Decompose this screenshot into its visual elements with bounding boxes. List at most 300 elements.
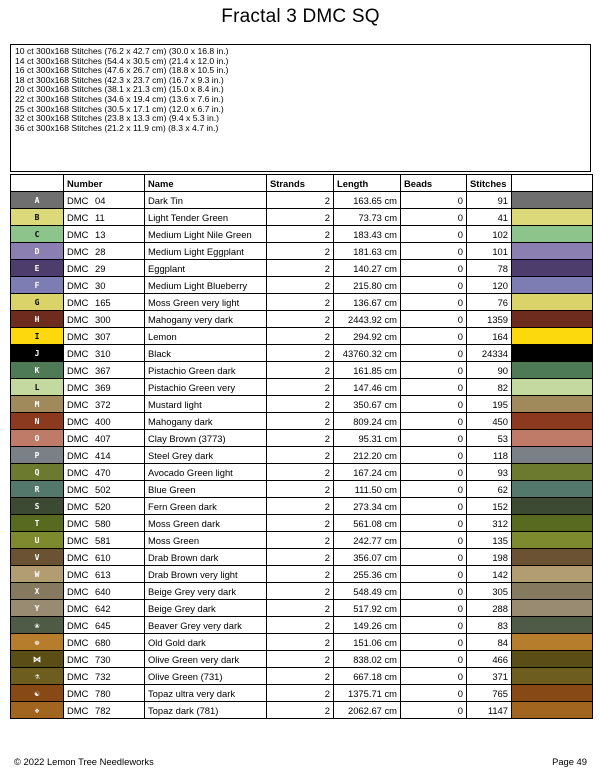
thread-number (64, 498, 145, 515)
thread-brand: DMC (67, 364, 89, 376)
thread-brand: DMC (67, 534, 89, 546)
thread-strands: 2 (267, 243, 334, 260)
thread-length: 242.77 cm (334, 532, 401, 549)
table-row (11, 328, 593, 345)
thread-symbol: R (11, 481, 64, 498)
thread-stitches: 152 (467, 498, 512, 515)
thread-code: 580 (95, 517, 111, 529)
thread-brand: DMC (67, 704, 89, 716)
table-row (11, 277, 593, 294)
thread-length: 273.34 cm (334, 498, 401, 515)
thread-brand: DMC (67, 483, 89, 495)
thread-name: Medium Light Blueberry (145, 277, 267, 294)
thread-code: 645 (95, 619, 111, 631)
thread-number (64, 481, 145, 498)
thread-name: Moss Green very light (145, 294, 267, 311)
thread-stitches: 102 (467, 226, 512, 243)
thread-stitches: 198 (467, 549, 512, 566)
thread-number (64, 192, 145, 209)
thread-length: 1375.71 cm (334, 685, 401, 702)
fabric-size-line: 16 ct 300x168 Stitches (47.6 x 26.7 cm) (18.8 x 10.5 in.) (15, 65, 229, 76)
thread-brand: DMC (67, 432, 89, 444)
thread-length: 667.18 cm (334, 668, 401, 685)
thread-beads: 0 (401, 209, 467, 226)
thread-number (64, 600, 145, 617)
thread-name: Eggplant (145, 260, 267, 277)
thread-name: Black (145, 345, 267, 362)
thread-number (64, 515, 145, 532)
thread-brand: DMC (67, 211, 89, 223)
thread-number (64, 532, 145, 549)
table-row (11, 294, 593, 311)
table-row (11, 464, 593, 481)
color-swatch (512, 396, 593, 413)
thread-stitches: 312 (467, 515, 512, 532)
thread-number (64, 277, 145, 294)
thread-number (64, 447, 145, 464)
thread-number (64, 209, 145, 226)
thread-length: 350.67 cm (334, 396, 401, 413)
thread-name: Drab Brown dark (145, 549, 267, 566)
swatch-header (512, 175, 593, 192)
thread-name: Moss Green (145, 532, 267, 549)
thread-name: Mahogany dark (145, 413, 267, 430)
thread-symbol: Y (11, 600, 64, 617)
thread-symbol: B (11, 209, 64, 226)
thread-name: Topaz ultra very dark (145, 685, 267, 702)
thread-length: 212.20 cm (334, 447, 401, 464)
thread-code: 04 (95, 194, 106, 206)
thread-length: 147.46 cm (334, 379, 401, 396)
thread-code: 613 (95, 568, 111, 580)
thread-code: 29 (95, 262, 106, 274)
color-swatch (512, 413, 593, 430)
thread-name: Blue Green (145, 481, 267, 498)
thread-beads: 0 (401, 481, 467, 498)
thread-strands: 2 (267, 566, 334, 583)
thread-length: 809.24 cm (334, 413, 401, 430)
color-swatch (512, 685, 593, 702)
thread-stitches: 84 (467, 634, 512, 651)
table-row (11, 447, 593, 464)
thread-stitches: 120 (467, 277, 512, 294)
thread-length: 215.80 cm (334, 277, 401, 294)
thread-length: 517.92 cm (334, 600, 401, 617)
fabric-size-line: 20 ct 300x168 Stitches (38.1 x 21.3 cm) (15.0 x 8.4 in.) (15, 84, 224, 95)
thread-symbol: ❀ (11, 617, 64, 634)
thread-stitches: 91 (467, 192, 512, 209)
thread-brand: DMC (67, 279, 89, 291)
thread-code: 680 (95, 636, 111, 648)
thread-strands: 2 (267, 447, 334, 464)
thread-length: 181.63 cm (334, 243, 401, 260)
color-swatch (512, 651, 593, 668)
table-row (11, 396, 593, 413)
thread-beads: 0 (401, 685, 467, 702)
thread-code: 372 (95, 398, 111, 410)
thread-brand: DMC (67, 653, 89, 665)
color-swatch (512, 209, 593, 226)
table-row (11, 481, 593, 498)
thread-length: 548.49 cm (334, 583, 401, 600)
thread-symbol: O (11, 430, 64, 447)
thread-length: 294.92 cm (334, 328, 401, 345)
thread-brand: DMC (67, 262, 89, 274)
thread-strands: 2 (267, 685, 334, 702)
thread-length: 161.85 cm (334, 362, 401, 379)
thread-beads: 0 (401, 277, 467, 294)
thread-name: Pistachio Green very (145, 379, 267, 396)
table-row (11, 243, 593, 260)
thread-length: 149.26 cm (334, 617, 401, 634)
thread-beads: 0 (401, 464, 467, 481)
thread-strands: 2 (267, 362, 334, 379)
thread-symbol: F (11, 277, 64, 294)
table-row (11, 634, 593, 651)
page-number: Page 49 (552, 756, 587, 767)
thread-code: 414 (95, 449, 111, 461)
thread-brand: DMC (67, 313, 89, 325)
thread-symbol: T (11, 515, 64, 532)
thread-brand: DMC (67, 670, 89, 682)
table-row (11, 600, 593, 617)
thread-stitches: 450 (467, 413, 512, 430)
thread-strands: 2 (267, 617, 334, 634)
thread-beads: 0 (401, 192, 467, 209)
thread-stitches: 82 (467, 379, 512, 396)
thread-length: 356.07 cm (334, 549, 401, 566)
thread-number (64, 617, 145, 634)
color-swatch (512, 549, 593, 566)
thread-code: 28 (95, 245, 106, 257)
table-row (11, 702, 593, 719)
stitches-header: Stitches (467, 175, 512, 192)
thread-beads: 0 (401, 430, 467, 447)
thread-brand: DMC (67, 551, 89, 563)
thread-name: Fern Green dark (145, 498, 267, 515)
thread-strands: 2 (267, 464, 334, 481)
thread-strands: 2 (267, 413, 334, 430)
table-row (11, 209, 593, 226)
thread-stitches: 83 (467, 617, 512, 634)
thread-beads: 0 (401, 345, 467, 362)
thread-beads: 0 (401, 634, 467, 651)
color-swatch (512, 702, 593, 719)
thread-beads: 0 (401, 515, 467, 532)
color-swatch (512, 464, 593, 481)
thread-brand: DMC (67, 517, 89, 529)
thread-symbol: L (11, 379, 64, 396)
thread-stitches: 24334 (467, 345, 512, 362)
thread-name: Moss Green dark (145, 515, 267, 532)
thread-number (64, 668, 145, 685)
thread-strands: 2 (267, 702, 334, 719)
thread-name: Beige Grey dark (145, 600, 267, 617)
thread-length: 136.67 cm (334, 294, 401, 311)
thread-name: Pistachio Green dark (145, 362, 267, 379)
thread-length: 167.24 cm (334, 464, 401, 481)
fabric-size-line: 32 ct 300x168 Stitches (23.8 x 13.3 cm) (9.4 x 5.3 in.) (15, 113, 219, 124)
fabric-size-line: 36 ct 300x168 Stitches (21.2 x 11.9 cm) (8.3 x 4.7 in.) (15, 122, 219, 133)
fabric-size-line: 14 ct 300x168 Stitches (54.4 x 30.5 cm) (21.4 x 12.0 in.) (15, 55, 229, 66)
thread-length: 561.08 cm (334, 515, 401, 532)
table-row (11, 362, 593, 379)
color-swatch (512, 345, 593, 362)
thread-length: 183.43 cm (334, 226, 401, 243)
thread-number (64, 685, 145, 702)
thread-beads: 0 (401, 600, 467, 617)
number-header: Number (64, 175, 145, 192)
thread-stitches: 101 (467, 243, 512, 260)
thread-number (64, 226, 145, 243)
color-swatch (512, 243, 593, 260)
thread-symbol: N (11, 413, 64, 430)
table-row (11, 498, 593, 515)
thread-symbol: ⋈ (11, 651, 64, 668)
table-row (11, 583, 593, 600)
thread-length: 151.06 cm (334, 634, 401, 651)
thread-strands: 2 (267, 651, 334, 668)
color-swatch (512, 294, 593, 311)
thread-name: Old Gold dark (145, 634, 267, 651)
thread-strands: 2 (267, 294, 334, 311)
thread-number (64, 243, 145, 260)
table-row (11, 430, 593, 447)
thread-code: 11 (95, 211, 105, 223)
thread-length: 43760.32 cm (334, 345, 401, 362)
thread-stitches: 305 (467, 583, 512, 600)
table-row (11, 668, 593, 685)
thread-key-table (10, 174, 593, 719)
thread-name: Beaver Grey very dark (145, 617, 267, 634)
name-header: Name (145, 175, 267, 192)
thread-number (64, 362, 145, 379)
length-header: Length (334, 175, 401, 192)
color-swatch (512, 277, 593, 294)
thread-code: 400 (95, 415, 111, 427)
thread-symbol: U (11, 532, 64, 549)
thread-symbol: W (11, 566, 64, 583)
thread-code: 520 (95, 500, 111, 512)
thread-stitches: 164 (467, 328, 512, 345)
thread-length: 111.50 cm (334, 481, 401, 498)
thread-code: 165 (95, 296, 111, 308)
thread-brand: DMC (67, 415, 89, 427)
color-swatch (512, 583, 593, 600)
table-row (11, 192, 593, 209)
thread-stitches: 142 (467, 566, 512, 583)
thread-strands: 2 (267, 583, 334, 600)
color-swatch (512, 532, 593, 549)
thread-brand: DMC (67, 381, 89, 393)
thread-symbol: E (11, 260, 64, 277)
thread-name: Dark Tin (145, 192, 267, 209)
thread-symbol: ❖ (11, 702, 64, 719)
thread-code: 642 (95, 602, 111, 614)
fabric-sizes-box (10, 44, 591, 172)
thread-name: Beige Grey very dark (145, 583, 267, 600)
thread-symbol: ☯ (11, 685, 64, 702)
thread-code: 610 (95, 551, 111, 563)
thread-number (64, 549, 145, 566)
thread-length: 2443.92 cm (334, 311, 401, 328)
thread-brand: DMC (67, 398, 89, 410)
thread-name: Mahogany very dark (145, 311, 267, 328)
thread-strands: 2 (267, 498, 334, 515)
thread-length: 255.36 cm (334, 566, 401, 583)
thread-strands: 2 (267, 600, 334, 617)
thread-beads: 0 (401, 447, 467, 464)
thread-beads: 0 (401, 702, 467, 719)
thread-strands: 2 (267, 328, 334, 345)
color-swatch (512, 379, 593, 396)
color-swatch (512, 498, 593, 515)
thread-beads: 0 (401, 668, 467, 685)
color-swatch (512, 192, 593, 209)
thread-brand: DMC (67, 245, 89, 257)
thread-code: 782 (95, 704, 111, 716)
thread-number (64, 311, 145, 328)
chart-title: Fractal 3 DMC SQ (221, 6, 380, 27)
color-swatch (512, 311, 593, 328)
table-row (11, 260, 593, 277)
thread-stitches: 53 (467, 430, 512, 447)
thread-code: 307 (95, 330, 111, 342)
thread-strands: 2 (267, 345, 334, 362)
strands-header: Strands (267, 175, 334, 192)
thread-beads: 0 (401, 294, 467, 311)
table-row (11, 515, 593, 532)
thread-name: Olive Green (731) (145, 668, 267, 685)
color-swatch (512, 328, 593, 345)
table-row (11, 685, 593, 702)
thread-brand: DMC (67, 500, 89, 512)
thread-symbol: G (11, 294, 64, 311)
thread-beads: 0 (401, 226, 467, 243)
color-swatch (512, 260, 593, 277)
thread-symbol: H (11, 311, 64, 328)
thread-symbol: K (11, 362, 64, 379)
color-swatch (512, 226, 593, 243)
thread-number (64, 634, 145, 651)
thread-code: 367 (95, 364, 111, 376)
fabric-size-line: 25 ct 300x168 Stitches (30.5 x 17.1 cm) (12.0 x 6.7 in.) (15, 103, 224, 114)
thread-beads: 0 (401, 498, 467, 515)
thread-brand: DMC (67, 602, 89, 614)
table-row (11, 345, 593, 362)
thread-number (64, 583, 145, 600)
thread-brand: DMC (67, 449, 89, 461)
thread-symbol: ⚗ (11, 668, 64, 685)
thread-beads: 0 (401, 243, 467, 260)
thread-code: 30 (95, 279, 106, 291)
thread-stitches: 78 (467, 260, 512, 277)
thread-stitches: 118 (467, 447, 512, 464)
color-swatch (512, 515, 593, 532)
table-row (11, 379, 593, 396)
thread-length: 163.65 cm (334, 192, 401, 209)
thread-brand: DMC (67, 347, 89, 359)
table-row (11, 413, 593, 430)
symbol-header (11, 175, 64, 192)
thread-code: 581 (95, 534, 111, 546)
thread-strands: 2 (267, 226, 334, 243)
thread-number (64, 328, 145, 345)
thread-strands: 2 (267, 192, 334, 209)
table-row (11, 566, 593, 583)
thread-symbol: P (11, 447, 64, 464)
thread-symbol: ❁ (11, 634, 64, 651)
thread-brand: DMC (67, 330, 89, 342)
table-row (11, 311, 593, 328)
color-swatch (512, 566, 593, 583)
thread-strands: 2 (267, 277, 334, 294)
thread-beads: 0 (401, 532, 467, 549)
thread-beads: 0 (401, 549, 467, 566)
thread-code: 730 (95, 653, 111, 665)
thread-beads: 0 (401, 566, 467, 583)
thread-brand: DMC (67, 636, 89, 648)
beads-header: Beads (401, 175, 467, 192)
thread-length: 838.02 cm (334, 651, 401, 668)
thread-stitches: 90 (467, 362, 512, 379)
fabric-size-line: 18 ct 300x168 Stitches (42.3 x 23.7 cm) (16.7 x 9.3 in.) (15, 74, 224, 85)
thread-name: Olive Green very dark (145, 651, 267, 668)
fabric-size-line: 22 ct 300x168 Stitches (34.6 x 19.4 cm) (13.6 x 7.6 in.) (15, 93, 224, 104)
fabric-size-line: 10 ct 300x168 Stitches (76.2 x 42.7 cm) (30.0 x 16.8 in.) (15, 46, 229, 56)
thread-stitches: 93 (467, 464, 512, 481)
thread-number (64, 345, 145, 362)
thread-beads: 0 (401, 617, 467, 634)
thread-symbol: V (11, 549, 64, 566)
thread-brand: DMC (67, 619, 89, 631)
table-row (11, 532, 593, 549)
color-swatch (512, 634, 593, 651)
thread-stitches: 765 (467, 685, 512, 702)
thread-strands: 2 (267, 311, 334, 328)
thread-name: Drab Brown very light (145, 566, 267, 583)
thread-strands: 2 (267, 668, 334, 685)
thread-stitches: 62 (467, 481, 512, 498)
thread-beads: 0 (401, 311, 467, 328)
thread-code: 310 (95, 347, 111, 359)
table-row (11, 617, 593, 634)
thread-brand: DMC (67, 687, 89, 699)
table-row (11, 549, 593, 566)
thread-beads: 0 (401, 396, 467, 413)
color-swatch (512, 447, 593, 464)
thread-strands: 2 (267, 515, 334, 532)
thread-strands: 2 (267, 549, 334, 566)
thread-name: Light Tender Green (145, 209, 267, 226)
thread-stitches: 76 (467, 294, 512, 311)
thread-number (64, 413, 145, 430)
table-row (11, 226, 593, 243)
thread-code: 640 (95, 585, 111, 597)
thread-strands: 2 (267, 396, 334, 413)
thread-symbol: C (11, 226, 64, 243)
thread-beads: 0 (401, 413, 467, 430)
thread-strands: 2 (267, 430, 334, 447)
thread-beads: 0 (401, 651, 467, 668)
thread-symbol: J (11, 345, 64, 362)
thread-beads: 0 (401, 583, 467, 600)
thread-name: Mustard light (145, 396, 267, 413)
thread-number (64, 702, 145, 719)
copyright: © 2022 Lemon Tree Needleworks (14, 756, 154, 767)
color-swatch (512, 430, 593, 447)
thread-symbol: S (11, 498, 64, 515)
